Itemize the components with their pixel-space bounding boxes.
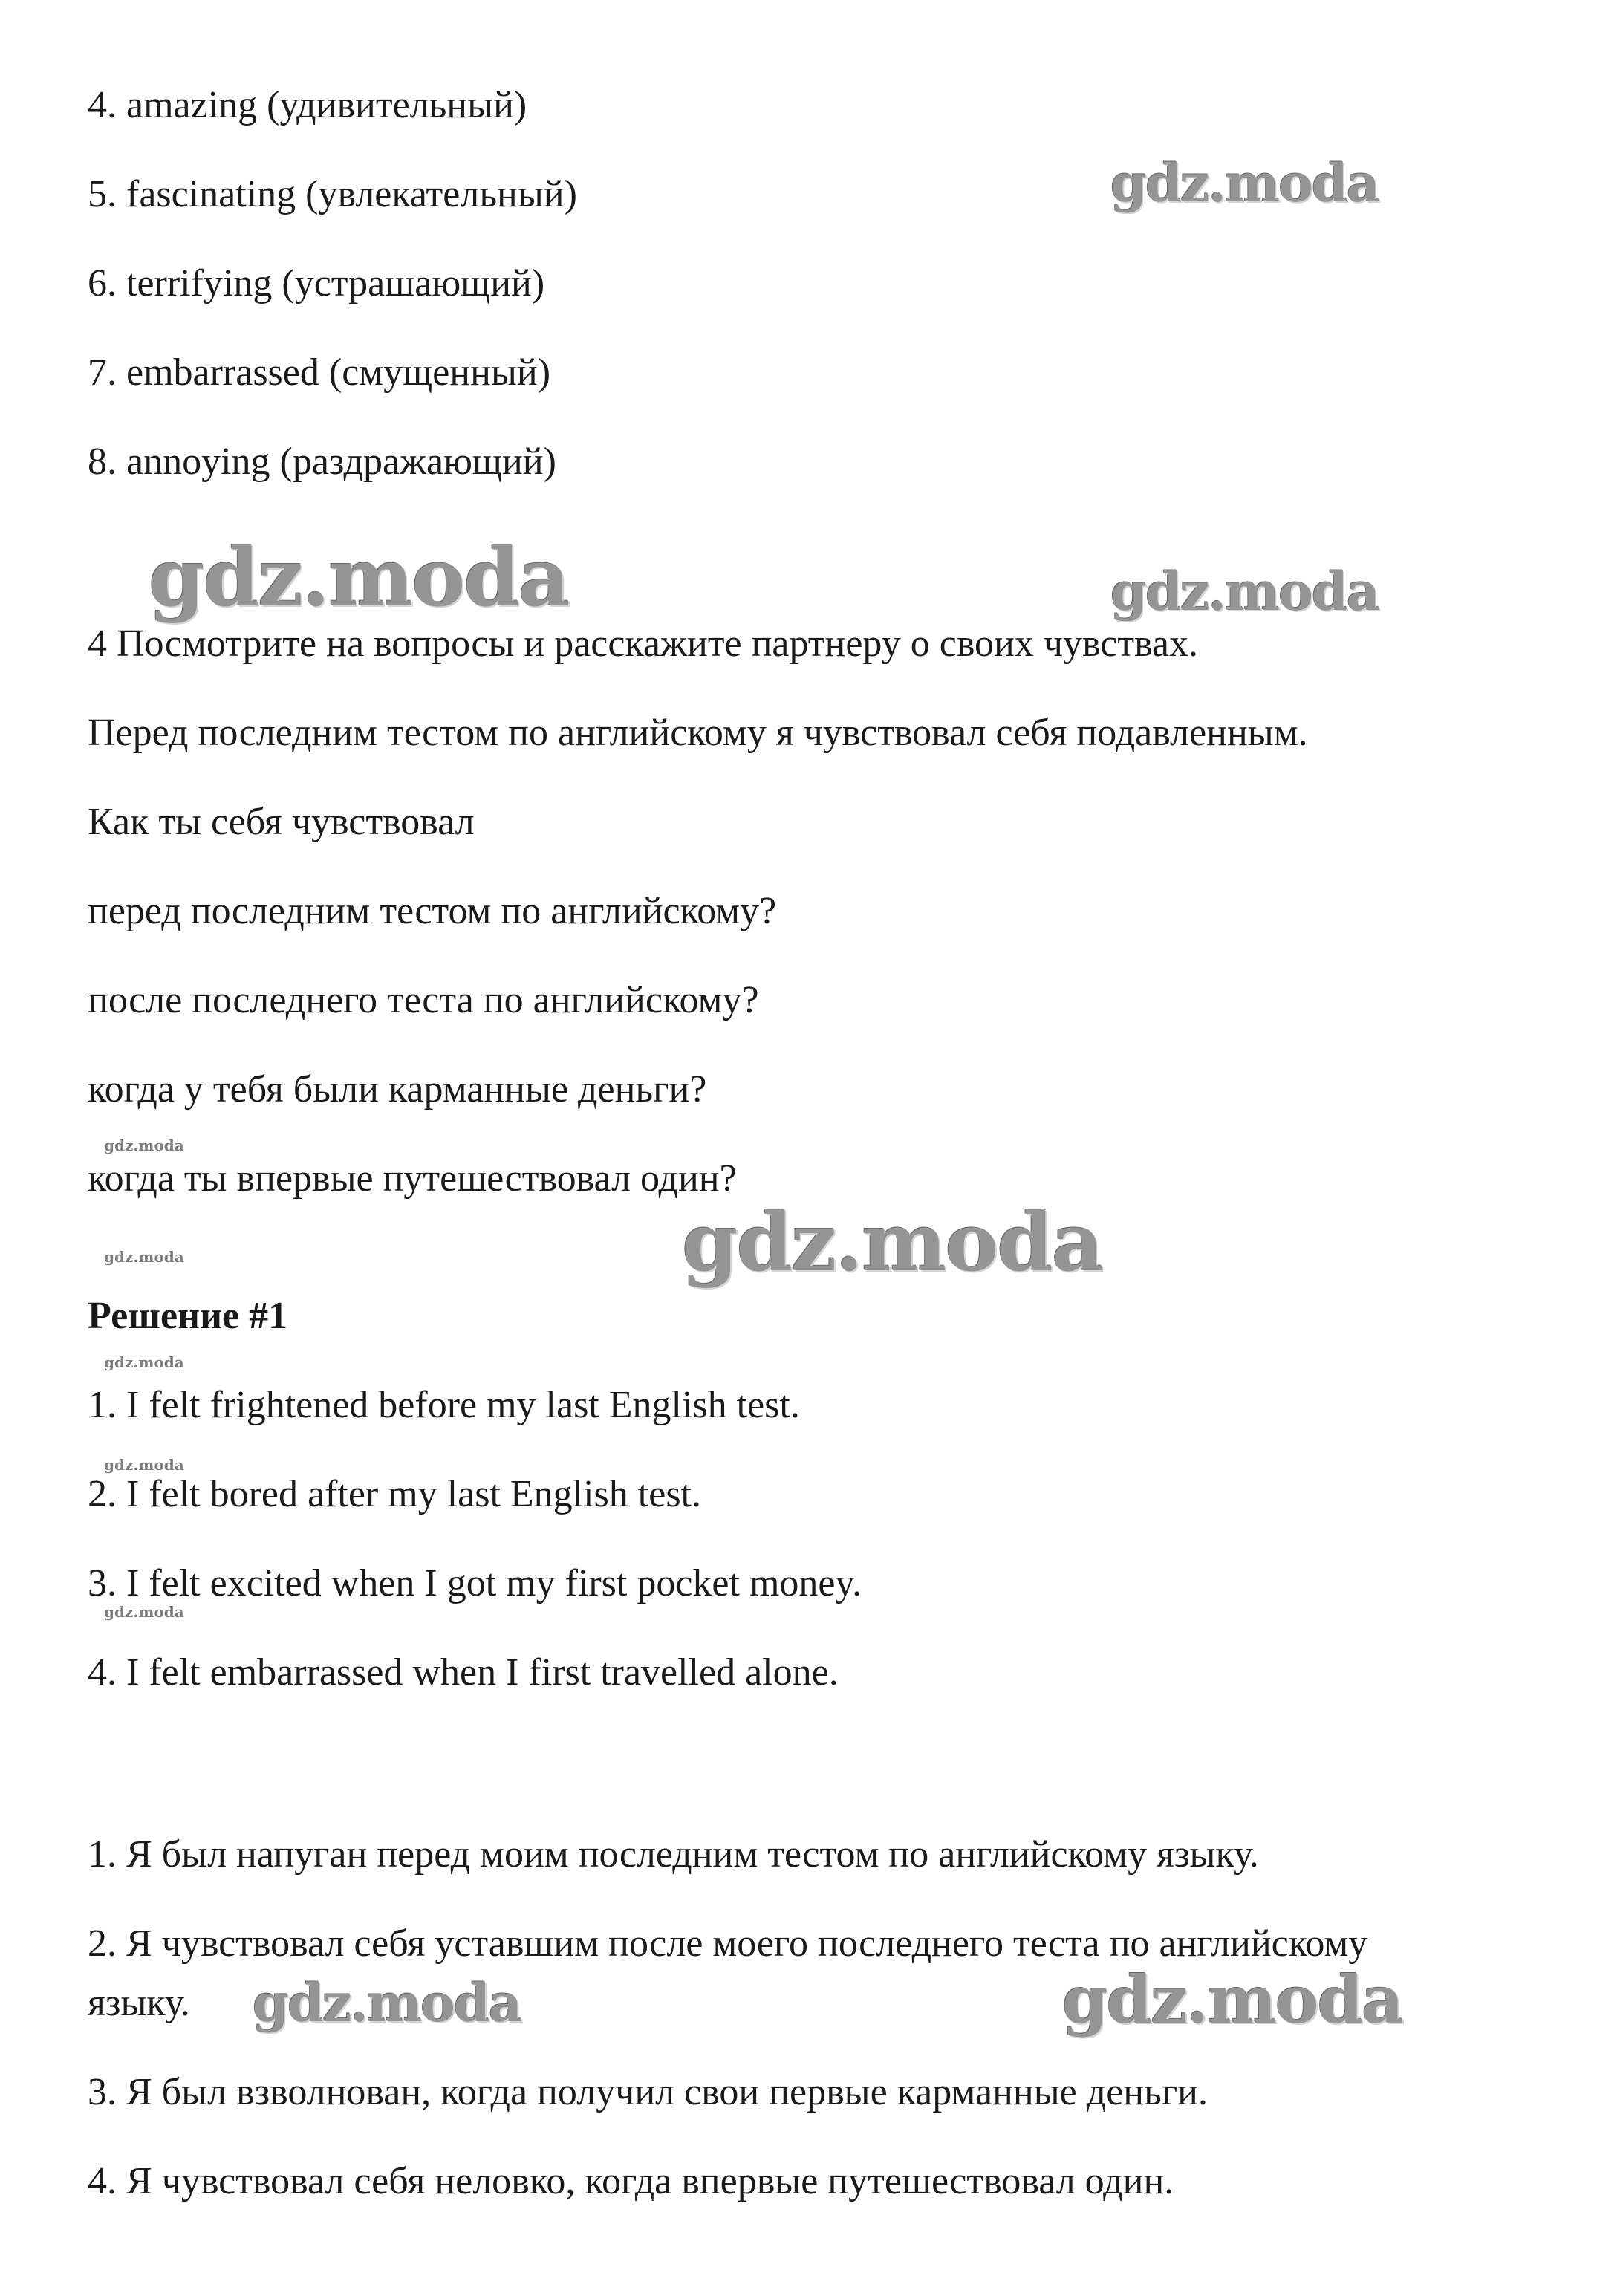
watermark: gdz.moda: [1062, 1961, 1403, 2038]
watermark-small: gdz.moda: [104, 1136, 184, 1154]
solution-en-4: 4. I felt embarrassed when I first travelled alone.: [88, 1651, 839, 1694]
solution-title: Решение #1: [88, 1295, 288, 1337]
watermark-small: gdz.moda: [104, 1456, 184, 1474]
watermark: gdz.moda: [682, 1196, 1102, 1290]
vocab-item-4: 4. amazing (удивительный): [88, 84, 527, 126]
vocab-item-7: 7. embarrassed (смущенный): [88, 351, 551, 394]
task-question-intro: Как ты себя чувствовал: [88, 801, 475, 843]
watermark: gdz.moda: [253, 1972, 521, 2034]
solution-en-1: 1. I felt frightened before my last English test.: [88, 1384, 800, 1426]
task-example: Перед последним тестом по английскому я чувствовал себя подавленным.: [88, 712, 1308, 754]
solution-en-2: 2. I felt bored after my last English test.: [88, 1473, 702, 1515]
task-question-1: перед последним тестом по английскому?: [88, 890, 777, 932]
watermark: gdz.moda: [1110, 152, 1379, 214]
solution-ru-2: 2. Я чувствовал себя уставшим после моего последнего теста по английскому: [88, 1922, 1368, 1965]
vocab-item-5: 5. fascinating (увлекательный): [88, 173, 577, 215]
vocab-item-8: 8. annoying (раздражающий): [88, 440, 556, 483]
solution-en-3: 3. I felt excited when I got my first pocket money.: [88, 1562, 862, 1604]
task-question-4: когда ты впервые путешествовал один?: [88, 1157, 737, 1200]
vocab-item-6: 6. terrifying (устрашающий): [88, 262, 545, 305]
watermark: gdz.moda: [1110, 561, 1379, 622]
solution-ru-2-cont: языку.: [88, 1982, 190, 2024]
watermark-small: gdz.moda: [104, 1353, 184, 1371]
solution-ru-3: 3. Я был взволнован, когда получил свои первые карманные деньги.: [88, 2071, 1208, 2113]
watermark: gdz.moda: [149, 531, 569, 625]
task-question-2: после последнего теста по английскому?: [88, 979, 759, 1021]
task-heading: 4 Посмотрите на вопросы и расскажите партнеру о своих чувствах.: [88, 622, 1198, 665]
solution-ru-4: 4. Я чувствовал себя неловко, когда впервые путешествовал один.: [88, 2160, 1174, 2202]
solution-ru-1: 1. Я был напуган перед моим последним тестом по английскому языку.: [88, 1833, 1259, 1876]
task-question-3: когда у тебя были карманные деньги?: [88, 1068, 707, 1110]
watermark-small: gdz.moda: [104, 1603, 184, 1621]
watermark-small: gdz.moda: [104, 1248, 184, 1266]
